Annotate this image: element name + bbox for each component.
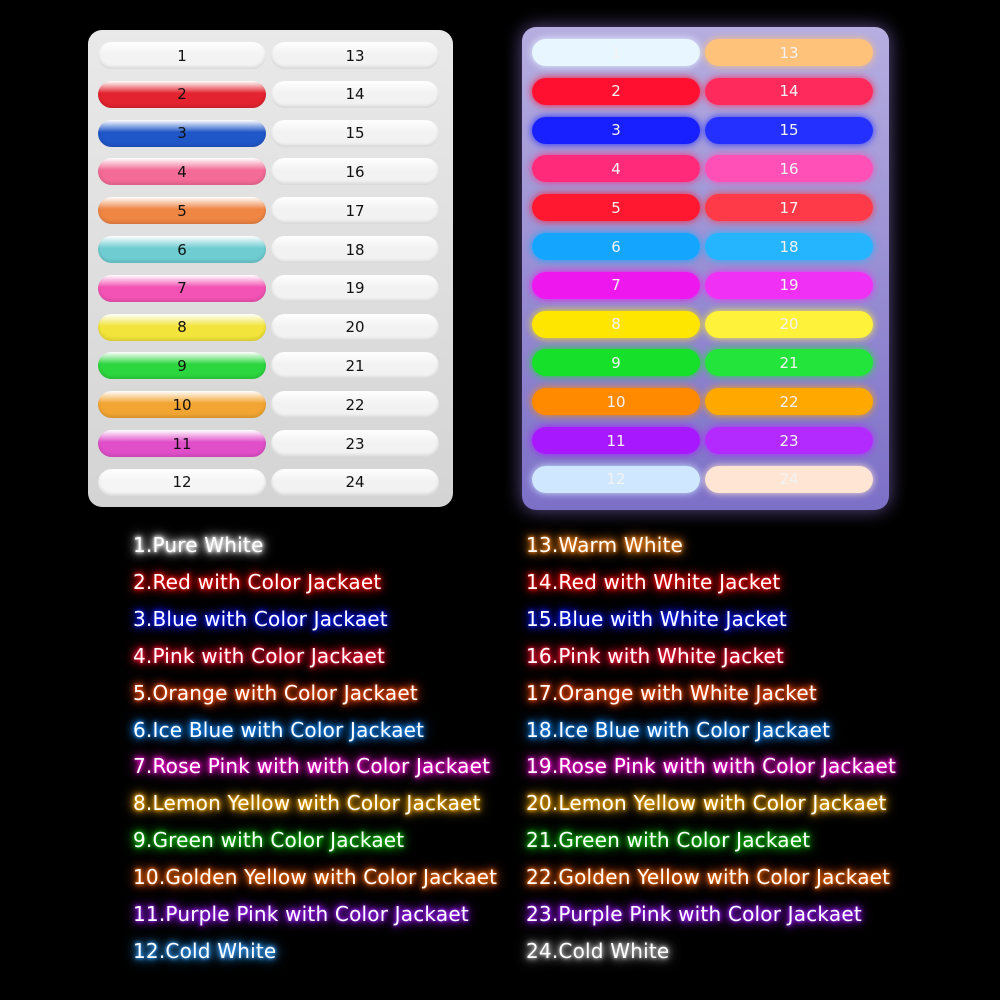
legend-item: 1.Pure White	[133, 533, 264, 557]
led-strip-sample-7: 7	[98, 275, 266, 302]
led-strip-sample-12: 12	[532, 466, 700, 493]
led-strip-sample-8: 8	[532, 311, 700, 338]
legend-item: 18.Ice Blue with Color Jackaet	[526, 717, 831, 742]
led-strip-sample-11: 11	[532, 427, 700, 454]
led-strip-sample-22: 22	[271, 391, 439, 418]
led-strip-sample-23: 23	[271, 430, 439, 457]
led-strip-sample-12: 12	[98, 469, 266, 496]
led-strip-sample-4: 4	[532, 155, 700, 182]
legend-item: 16.Pink with White Jacket	[526, 643, 785, 668]
led-strip-sample-5: 5	[98, 197, 266, 224]
led-strip-sample-7: 7	[532, 272, 700, 299]
led-strip-sample-17: 17	[271, 197, 439, 224]
led-strip-sample-15: 15	[271, 120, 439, 147]
led-strip-sample-6: 6	[98, 236, 266, 263]
legend-item: 9.Green with Color Jackaet	[133, 828, 405, 853]
sample-board-unlit	[88, 30, 453, 507]
led-strip-sample-16: 16	[705, 155, 873, 182]
led-strip-sample-16: 16	[271, 158, 439, 185]
legend-item: 6.Ice Blue with Color Jackaet	[133, 717, 425, 742]
led-strip-sample-21: 21	[705, 349, 873, 376]
led-strip-sample-5: 5	[532, 194, 700, 221]
sample-board-lit	[522, 27, 889, 510]
led-strip-sample-24: 24	[705, 466, 873, 493]
led-strip-sample-18: 18	[271, 236, 439, 263]
led-strip-sample-13: 13	[271, 42, 439, 69]
legend-item: 13.Warm White	[526, 533, 684, 557]
led-strip-sample-13: 13	[705, 39, 873, 66]
led-strip-sample-14: 14	[271, 81, 439, 108]
led-strip-sample-8: 8	[98, 314, 266, 341]
led-strip-sample-18: 18	[705, 233, 873, 260]
led-strip-sample-24: 24	[271, 469, 439, 496]
legend-item: 15.Blue with White Jacket	[526, 606, 787, 631]
legend-item: 11.Purple Pink with Color Jackaet	[133, 902, 469, 926]
legend-item: 20.Lemon Yellow with Color Jackaet	[526, 791, 887, 816]
led-strip-sample-3: 3	[532, 117, 700, 144]
led-strip-sample-10: 10	[98, 391, 266, 418]
led-strip-sample-14: 14	[705, 78, 873, 105]
led-strip-sample-2: 2	[98, 81, 266, 108]
led-strip-sample-2: 2	[532, 78, 700, 105]
led-strip-sample-1: 1	[532, 39, 700, 66]
legend-item: 19.Rose Pink with with Color Jackaet	[526, 754, 897, 779]
led-strip-sample-20: 20	[271, 314, 439, 341]
legend-item: 5.Orange with Color Jackaet	[133, 680, 418, 705]
led-strip-sample-15: 15	[705, 117, 873, 144]
led-strip-sample-17: 17	[705, 194, 873, 221]
led-strip-sample-9: 9	[532, 349, 700, 376]
led-strip-sample-1: 1	[98, 42, 266, 69]
led-strip-sample-6: 6	[532, 233, 700, 260]
led-strip-sample-10: 10	[532, 388, 700, 415]
led-strip-sample-4: 4	[98, 158, 266, 185]
legend-item: 8.Lemon Yellow with Color Jackaet	[133, 791, 481, 816]
led-strip-sample-3: 3	[98, 120, 266, 147]
led-strip-sample-19: 19	[271, 275, 439, 302]
led-strip-sample-22: 22	[705, 388, 873, 415]
led-strip-sample-21: 21	[271, 352, 439, 379]
legend-item: 10.Golden Yellow with Color Jackaet	[133, 865, 498, 890]
legend-item: 21.Green with Color Jackaet	[526, 828, 811, 853]
led-strip-sample-23: 23	[705, 427, 873, 454]
legend-item: 14.Red with White Jacket	[526, 569, 781, 594]
legend-item: 4.Pink with Color Jackaet	[133, 643, 386, 668]
legend-item: 7.Rose Pink with with Color Jackaet	[133, 754, 491, 779]
legend-item: 24.Cold White	[526, 938, 670, 963]
legend-item: 3.Blue with Color Jackaet	[133, 606, 388, 631]
led-strip-sample-20: 20	[705, 311, 873, 338]
led-strip-sample-19: 19	[705, 272, 873, 299]
led-strip-sample-11: 11	[98, 430, 266, 457]
legend-item: 22.Golden Yellow with Color Jackaet	[526, 865, 891, 890]
legend-item: 17.Orange with White Jacket	[526, 680, 817, 705]
led-strip-sample-9: 9	[98, 352, 266, 379]
legend-item: 2.Red with Color Jackaet	[133, 569, 382, 594]
legend-item: 23.Purple Pink with Color Jackaet	[526, 902, 862, 926]
legend-item: 12.Cold White	[133, 938, 277, 963]
